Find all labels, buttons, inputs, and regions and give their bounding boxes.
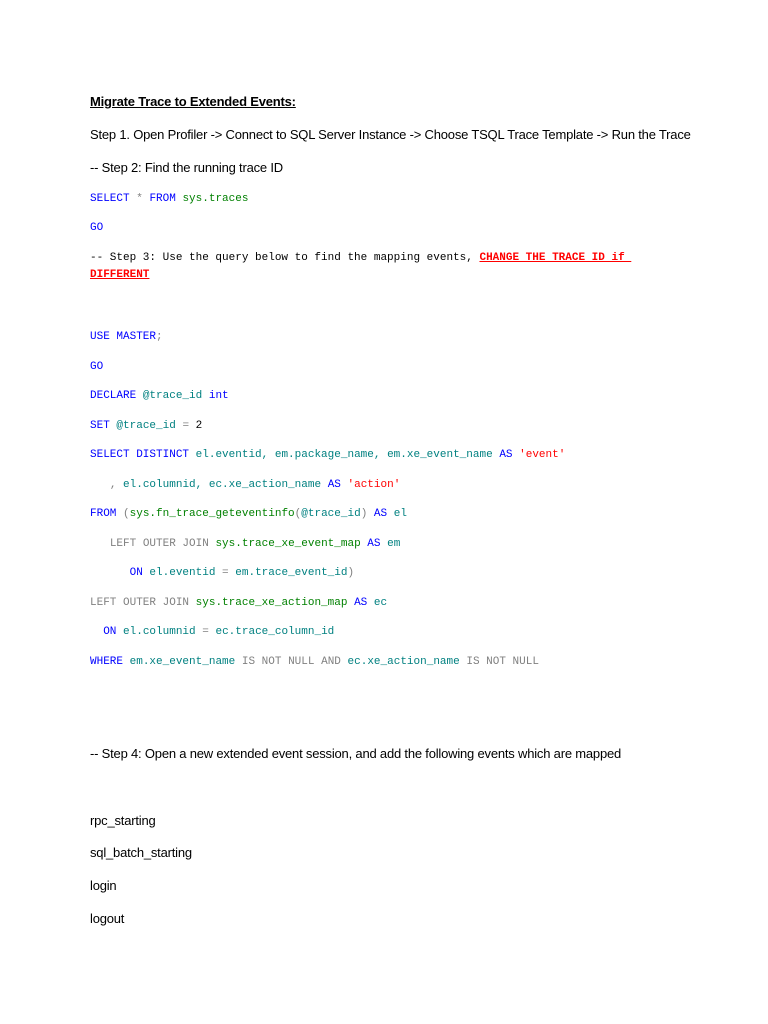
alias-el: el [393, 508, 407, 520]
string-action: 'action' [347, 479, 401, 491]
rparen: ) [360, 508, 368, 520]
declare-statement [90, 388, 229, 404]
alias-ec: ec [373, 597, 388, 609]
keyword-from-2: FROM [90, 508, 117, 520]
keyword-is-not-null-2: IS NOT NULL [466, 656, 539, 668]
where-line [90, 654, 539, 670]
where-action-name: ec.xe_action_name [347, 656, 460, 668]
keyword-left-outer-join: LEFT OUTER JOIN [109, 538, 209, 550]
step3-text [90, 250, 631, 266]
comma: , [109, 479, 117, 491]
on-event-line [90, 565, 354, 581]
operator-equals: = [182, 420, 190, 432]
keyword-from: FROM [149, 193, 176, 205]
from-line [90, 506, 407, 522]
on-right-trace-column-id: ec.trace_column_id [215, 626, 335, 638]
keyword-left-outer-join-2: LEFT OUTER JOIN [90, 597, 190, 609]
query-select-traces [90, 191, 248, 207]
step1-text: Step 1. Open Profiler -> Connect to SQL Server Instance -> Choose TSQL Trace Template -> Run the Trace [90, 127, 691, 142]
step3-warning-continued: DIFFERENT [90, 269, 150, 281]
where-event-name: em.xe_event_name [129, 656, 236, 668]
join-action-map-line [90, 595, 387, 611]
string-event: 'event' [519, 449, 566, 461]
keyword-use-master: USE MASTER [90, 331, 157, 343]
object-sys-traces: sys.traces [182, 193, 249, 205]
event-item-rpc-starting: rpc_starting [90, 813, 156, 828]
set-statement [90, 418, 202, 434]
keyword-on: ON [129, 567, 143, 579]
on-left-columnid: el.columnid [123, 626, 196, 638]
document-title: Migrate Trace to Extended Events: [90, 94, 296, 109]
rparen-2: ) [347, 567, 355, 579]
step2-text: -- Step 2: Find the running trace ID [90, 160, 283, 175]
operator-equals-2: = [222, 567, 229, 579]
step3-comment: -- Step 3: Use the query below to find the mapping events, [90, 252, 480, 264]
variable-trace-id-arg: @trace_id [301, 508, 361, 520]
step3-text-continued [90, 267, 149, 283]
keyword-select-distinct: SELECT DISTINCT [90, 449, 190, 461]
on-column-line [90, 624, 334, 640]
keyword-set: SET [90, 420, 110, 432]
object-event-map: sys.trace_xe_event_map [215, 538, 361, 550]
columns-line1: el.eventid, em.package_name, em.xe_event_name [195, 449, 493, 461]
lparen: ( [123, 508, 130, 520]
object-action-map: sys.trace_xe_action_map [195, 597, 348, 609]
select-columns-line2 [90, 477, 400, 493]
keyword-and: AND [321, 656, 341, 668]
event-item-sql-batch-starting: sql_batch_starting [90, 845, 192, 860]
keyword-as-5: AS [354, 597, 368, 609]
keyword-as-4: AS [367, 538, 381, 550]
operator-star: * [136, 193, 143, 205]
columns-line2: el.columnid, ec.xe_action_name [123, 479, 322, 491]
value-two: 2 [195, 420, 203, 432]
join-event-map-line [90, 536, 400, 552]
select-distinct-line [90, 447, 565, 463]
alias-em: em [387, 538, 401, 550]
step4-text: -- Step 4: Open a new extended event session, and add the following events which are mapped [90, 746, 622, 761]
semicolon: ; [156, 331, 163, 343]
step3-warning: CHANGE THE TRACE ID if [479, 252, 632, 264]
function-geteventinfo: sys.fn_trace_geteventinfo [129, 508, 295, 520]
keyword-declare: DECLARE [90, 390, 137, 402]
variable-trace-id: @trace_id [142, 390, 203, 402]
operator-equals-3: = [202, 626, 209, 638]
keyword-as: AS [499, 449, 513, 461]
keyword-select: SELECT [90, 193, 130, 205]
lparen-2: ( [294, 508, 302, 520]
event-item-login: login [90, 878, 117, 893]
on-right-trace-event-id: em.trace_event_id [235, 567, 348, 579]
type-int: int [208, 390, 229, 402]
keyword-as-3: AS [373, 508, 388, 520]
go-statement: GO [90, 222, 104, 234]
event-item-logout: logout [90, 911, 125, 926]
variable-trace-id-set: @trace_id [116, 420, 176, 432]
on-left-eventid: el.eventid [149, 567, 216, 579]
go-statement-2: GO [90, 361, 104, 373]
keyword-where: WHERE [90, 656, 124, 668]
use-master-statement [90, 329, 163, 345]
keyword-is-not-null: IS NOT NULL [241, 656, 315, 668]
keyword-as-2: AS [327, 479, 341, 491]
keyword-on-2: ON [103, 626, 117, 638]
